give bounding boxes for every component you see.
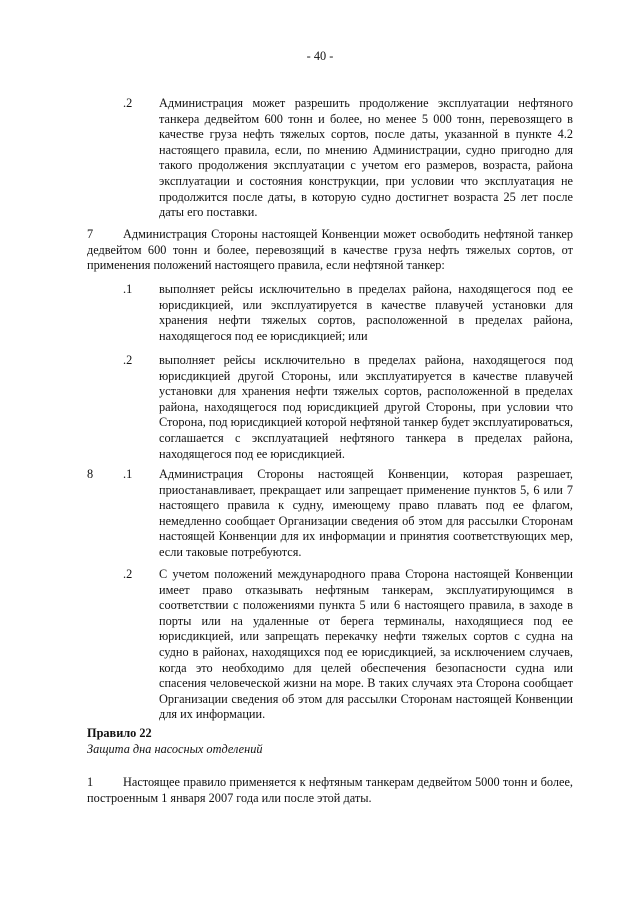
page-number: - 40 -	[306, 49, 334, 63]
paragraph-8-1-text: Администрация Стороны настоящей Конвенции, которая разрешает, приостанавливает, прекращает или запрещает применение пунктов 5, 6 или 7 настоящего правила к судну, имеющему право плавать под ее флагом, немедленно сообщает Организации сведения об этом для рассылки Сторонам настоящей Конвенции для их информации и принятия соответствующих мер, если таковые потребуются.	[159, 467, 573, 559]
paragraph-7-2-text: выполняет рейсы исключительно в пределах района, находящегося под юрисдикцией другой Стороны, или эксплуатируется в качестве плавучей установки для хранения нефти тяжелых сортов, расположенной в пределах района, находящегося под юрисдикцией другой Стороны, при условии что Сторона, под юрисдикцией которой нефтяной танкер будет эксплуатироваться, соглашается с эксплуатацией нефтяного танкера в пределах района, находящегося под ее юрисдикцией.	[159, 353, 573, 461]
subpara-label: .2	[123, 353, 133, 367]
paragraph-number: 1	[87, 775, 94, 789]
rule-heading: Правило 22	[87, 726, 152, 740]
subpara-label: .1	[123, 467, 133, 481]
paragraph-8-2-text: С учетом положений международного права Сторона настоящей Конвенции имеет право отказывать нефтяным танкерам, эксплуатирующимся в соответствии с положениями пункта 5 или 6 настоящего правила, в заходе в порты или на удаленные от берега терминалы, находящиеся под ее юрисдикцией, или запрещать перекачку нефти тяжелых сортов с судна на судно в районах, находящихся под ее юрисдикцией, за исключением случаев, когда это необходимо для целей обеспечения безопасности судна или спасения человеческой жизни на море. В таких случаях эта Сторона сообщает Организации сведения об этом для рассылки Сторонам настоящей Конвенции для их информации.	[159, 567, 573, 722]
paragraph-number: 7	[87, 227, 94, 241]
paragraph-number: 8	[87, 467, 94, 481]
rule-22-paragraph-1-text: Настоящее правило применяется к нефтяным танкерам дедвейтом 5000 тонн и более, построенным 1 января 2007 года или после этой даты.	[87, 775, 573, 805]
paragraph-6-2-text: Администрация может разрешить продолжение эксплуатации нефтяного танкера дедвейтом 600 тонн и более, но менее 5 000 тонн, перевозящего в качестве груза нефть тяжелых сортов, после даты, указанной в пункте 4.2 настоящего правила, если, по мнению Администрации, судно пригодно для такого продолжения эксплуатации с учетом его размеров, возраста, района эксплуатации и состояния конструкции, при условии что эксплуатация не продолжится после даты, в которую судно достигнет возраста 25 лет после даты его поставки.	[159, 96, 573, 220]
paragraph-7-text: Администрация Стороны настоящей Конвенции может освободить нефтяной танкер дедвейтом 600 тонн и более, перевозящий в качестве груза нефть тяжелых сортов, от применения положений настоящего правила, если нефтяной танкер:	[87, 227, 573, 273]
subpara-label: .2	[123, 567, 133, 581]
subpara-label: .2	[123, 96, 133, 110]
subpara-label: .1	[123, 282, 133, 296]
paragraph-7-1-text: выполняет рейсы исключительно в пределах района, находящегося под ее юрисдикцией, или эксплуатируется в качестве плавучей установки для хранения нефти тяжелых сортов, расположенной в пределах района, находящегося под ее юрисдикцией; или	[159, 282, 573, 343]
rule-subheading: Защита дна насосных отделений	[87, 742, 263, 756]
